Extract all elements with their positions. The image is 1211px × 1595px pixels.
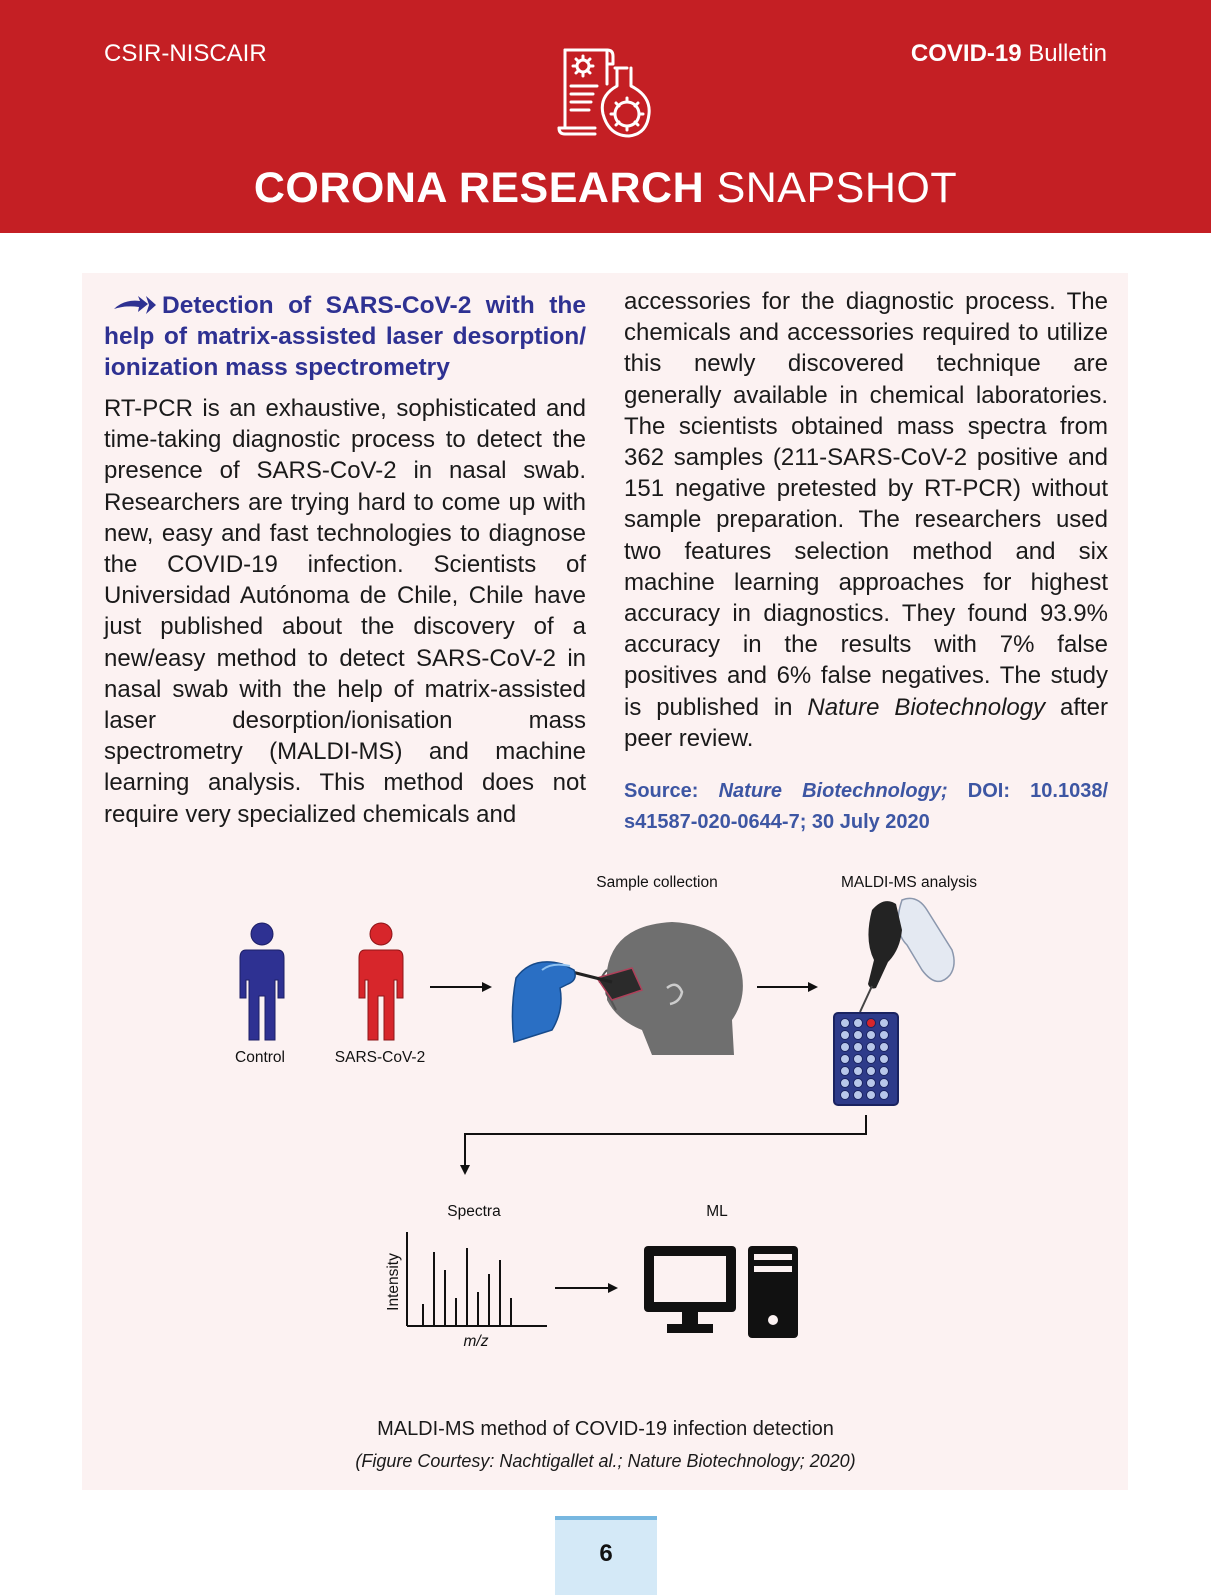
article-body-right bbox=[624, 286, 1108, 754]
figure-caption bbox=[0, 1413, 1211, 1477]
caption-text: MALDI-MS method of COVID-19 infection detection bbox=[377, 1418, 834, 1440]
article-body-left: RT-PCR is an exhaustive, sophisticated and time-taking diagnostic process to detect the presence of SARS-CoV-2 in nasal swab. Researchers are trying hard to come up with new, easy and fast technologies to diagnose the COVID-19 infection. Scientists of Universidad Autónoma de Chile, Chile have just published about the discovery of a new/easy method to detect SARS-CoV-2 in nasal swab with the help of matrix-assisted laser desorption/ionisation mass spectrometry (MALDI-MS) and machine learning analysis. This method does not require very specialized chemicals and bbox=[104, 395, 586, 828]
arrow-down-connector bbox=[460, 1115, 866, 1175]
bulletin-bold: COVID-19 bbox=[910, 40, 1022, 67]
label-sars-cov-2: SARS-CoV-2 bbox=[334, 1049, 426, 1066]
article-title-text: Detection of SARS-CoV-2 with the help of matrix-assisted laser desorption/ ionization mass spectrometry bbox=[104, 292, 586, 381]
page-number: 6 bbox=[599, 1540, 613, 1567]
source-journal: Nature Biotechnology; bbox=[718, 780, 948, 803]
source-doi: DOI: 10.1038/ s41587-020-0644-7; 30 July 2020 bbox=[624, 780, 1109, 834]
bulletin-label bbox=[911, 40, 1107, 68]
nasal-swab-illustration bbox=[512, 922, 742, 1055]
article-left-column bbox=[104, 290, 586, 830]
article-body-right-part2: after peer review. bbox=[624, 693, 1108, 752]
arrow-right-icon bbox=[430, 982, 492, 992]
label-ml: ML bbox=[706, 1203, 728, 1220]
arrow-right-icon bbox=[757, 982, 818, 992]
caption-courtesy: (Figure Courtesy: Nachtigallet al.; Nature Biotechnology; 2020) bbox=[355, 1451, 856, 1471]
source-label: Source: bbox=[624, 780, 719, 803]
page-title bbox=[0, 164, 1211, 213]
double-arrow-icon bbox=[112, 293, 160, 317]
axis-label-intensity: Intensity bbox=[385, 1253, 402, 1311]
computer-icon bbox=[644, 1246, 798, 1338]
article-body-right-part1: accessories for the diagnostic process. The chemicals and accessories required to utilize this newly discovered technique are generally available in chemical laboratories. The scientists obtained mass spectra from 362 samples (211-SARS-CoV-2 positive and 151 negative pretested by RT-PCR) without sample preparation. The researchers used two features selection method and six machine learning approaches for highest accuracy in diagnostics. They found 93.9% accuracy in the results with 7% false positives and 6% false negatives. The study is published in bbox=[624, 288, 1108, 721]
journal-name: Nature Biotechnology bbox=[807, 693, 1046, 721]
sars-person-icon bbox=[359, 923, 403, 1040]
article-right-column bbox=[624, 286, 1108, 838]
bulletin-rest: Bulletin bbox=[1028, 40, 1107, 67]
research-document-flask-virus-icon bbox=[555, 44, 651, 140]
label-sample-collection: Sample collection bbox=[596, 874, 718, 891]
article-title bbox=[104, 290, 586, 383]
arrow-right-icon bbox=[555, 1283, 618, 1293]
source-citation bbox=[624, 776, 1108, 838]
page-title-bold: CORONA RESEARCH bbox=[253, 164, 705, 212]
axis-label-mz: m/z bbox=[463, 1333, 489, 1350]
page-title-rest: SNAPSHOT bbox=[716, 164, 958, 212]
org-name: CSIR-NISCAIR bbox=[104, 40, 267, 67]
control-person-icon bbox=[240, 923, 284, 1040]
page-number-tab bbox=[555, 1516, 657, 1595]
pipette-hand-illustration bbox=[860, 898, 954, 1012]
header-banner bbox=[0, 0, 1211, 233]
label-spectra: Spectra bbox=[447, 1203, 501, 1220]
sample-plate-icon bbox=[834, 1013, 898, 1105]
maldi-ms-figure bbox=[212, 870, 1002, 1400]
label-maldi-ms-analysis: MALDI-MS analysis bbox=[840, 874, 978, 891]
label-control: Control bbox=[235, 1049, 285, 1066]
spectra-plot-icon bbox=[407, 1232, 547, 1326]
